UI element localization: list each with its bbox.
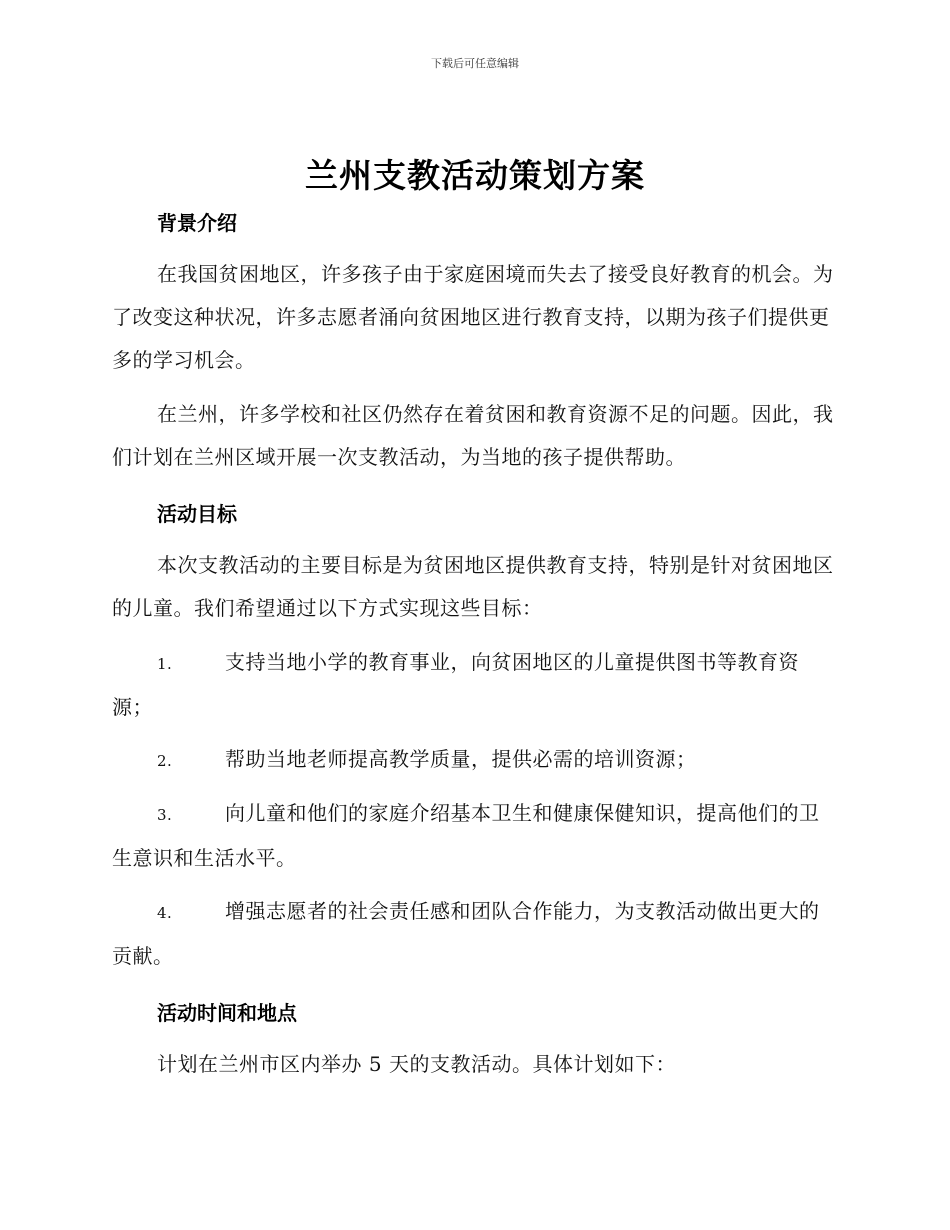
list-item: [112, 738, 834, 783]
list-item-text: 帮助当地老师提高教学质量，提供必需的培训资源；: [225, 747, 697, 771]
list-item-number: 4.: [157, 904, 173, 922]
section-heading-goals: 活动目标: [157, 502, 237, 526]
list-item-text: 增强志愿者的社会责任感和团队合作能力，为支教活动做出更大的贡献。: [112, 899, 820, 968]
list-item: [112, 792, 834, 880]
list-item-text: 向儿童和他们的家庭介绍基本卫生和健康保健知识，提高他们的卫生意识和生活水平。: [112, 801, 820, 870]
header-note: 下载后可任意编辑: [431, 57, 519, 70]
document-title: 兰州支教活动策划方案: [305, 156, 645, 195]
paragraph: 在我国贫困地区，许多孩子由于家庭困境而失去了接受良好教育的机会。为了改变这种状况，许多志愿者涌向贫困地区进行教育支持，以期为孩子们提供更多的学习机会。: [112, 262, 834, 372]
list-item: [112, 641, 834, 729]
list-item-number: 1.: [157, 655, 173, 673]
section-heading-background: 背景介绍: [157, 211, 237, 235]
paragraph: 计划在兰州市区内举办 5 天的支教活动。具体计划如下：: [157, 1052, 676, 1076]
list-item-number: 3.: [157, 806, 173, 824]
list-item-number: 2.: [157, 752, 173, 770]
list-item: [112, 890, 834, 978]
list-item-text: 支持当地小学的教育事业，向贫困地区的儿童提供图书等教育资源；: [112, 650, 799, 719]
paragraph: 在兰州，许多学校和社区仍然存在着贫困和教育资源不足的问题。因此，我们计划在兰州区域开展一次支教活动，为当地的孩子提供帮助。: [112, 402, 834, 469]
section-heading-time-location: 活动时间和地点: [157, 1001, 297, 1025]
paragraph: 本次支教活动的主要目标是为贫困地区提供教育支持，特别是针对贫困地区的儿童。我们希望通过以下方式实现这些目标：: [112, 553, 834, 620]
